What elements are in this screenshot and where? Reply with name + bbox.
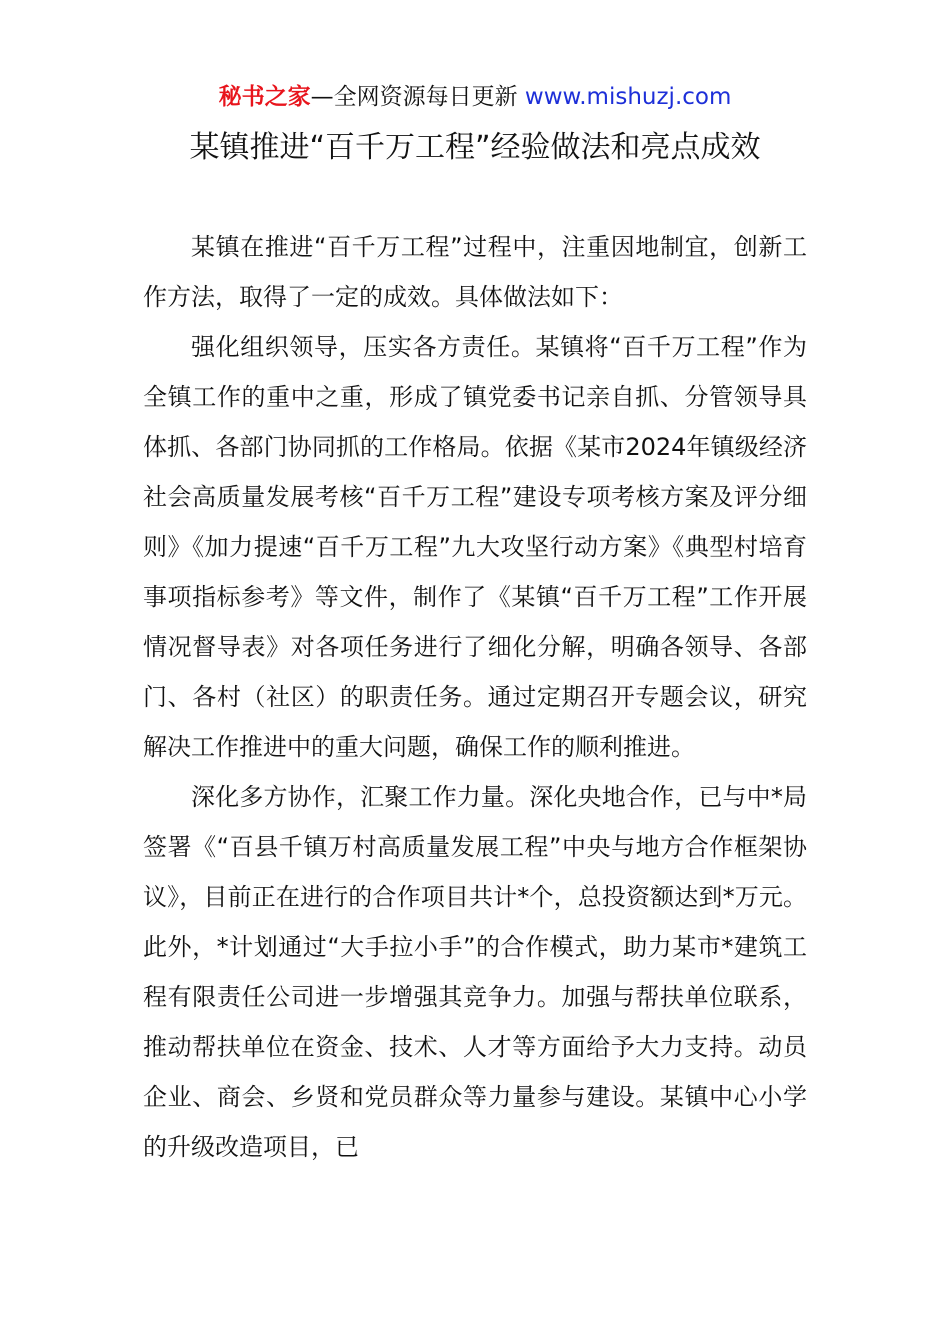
paragraph-intro: 某镇在推进“百千万工程”过程中，注重因地制宜，创新工作方法，取得了一定的成效。具体做法如下： <box>143 233 807 311</box>
paragraph-collaboration: 深化多方协作，汇聚工作力量。深化央地合作，已与中*局签署《“百县千镇万村高质量发展工程”中央与地方合作框架协议》，目前正在进行的合作项目共计*个，总投资额达到*万元。此外，*计划通过“大手拉小手”的合作模式，助力某市*建筑工程有限责任公司进一步增强其竞争力。加强与帮扶单位联系，推动帮扶单位在资金、技术、人才等方面给予大力支持。动员企业、商会、乡贤和党员群众等力量参与建设。某镇中心小学的升级改造项目，已 <box>143 783 807 1161</box>
site-link[interactable]: www.mishuzj.com <box>524 84 732 110</box>
paragraph-organization: 强化组织领导，压实各方责任。某镇将“百千万工程”作为全镇工作的重中之重，形成了镇党委书记亲自抓、分管领导具体抓、各部门协同抓的工作格局。依据《某市2024年镇级经济社会高质量发展考核“百千万工程”建设专项考核方案及评分细则》《加力提速“百千万工程”九大攻坚行动方案》《典型村培育事项指标参考》等文件，制作了《某镇“百千万工程”工作开展情况督导表》对各项任务进行了细化分解，明确各领导、各部门、各村（社区）的职责任务。通过定期召开专题会议，研究解决工作推进中的重大问题，确保工作的顺利推进。 <box>143 333 807 761</box>
brand-name: 秘书之家 <box>218 84 311 110</box>
site-banner <box>0 80 950 114</box>
document-body <box>143 222 807 1172</box>
document-title: 某镇推进“百千万工程”经验做法和亮点成效 <box>189 130 761 165</box>
banner-tagline: —全网资源每日更新 <box>310 84 525 110</box>
